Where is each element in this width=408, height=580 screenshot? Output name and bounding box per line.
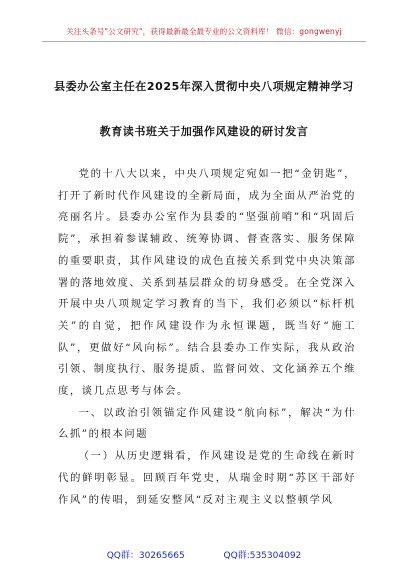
document-title-line-2: 教育读书班关于加强作风建设的研讨发言 — [99, 125, 309, 138]
footer-qq-group-1: QQ群：30265665 — [106, 551, 185, 561]
section-heading-1: 一、以政治引领锚定作风建设“航向标”，解决“为什么抓”的根本问题 — [58, 406, 356, 441]
document-title-line-1: 县委办公室主任在2025年深入贯彻中央八项规定精神学习 — [54, 80, 354, 93]
body-paragraph-intro: 党的十八大以来，中央八项规定宛如一把“金钥匙”，打开了新时代作风建设的全新局面，成为全面从严治党的亮丽名片。县委办公室作为县委的“坚强前哨”和“巩固后院”，承担着参谋辅政、统筹协调、督查落实、服务保障的重要职责，其作风建设的成色直接关系到党中央决策部署的落地效度、关系到基层群众的切身感受。在全党深入开展中央八项规定学习教育的当下，我们必须以“标杆机关”的自觉，把作风建设作为永恒课题，既当好“施工队”，更做好“风向标”。结合县委办工作实际，我从政治引领、制度执行、服务提质、监督问效、文化涵养五个维度，谈几点思考与体会。 — [58, 168, 356, 398]
header-divider — [42, 41, 366, 42]
footer-contact — [0, 548, 408, 561]
header-promo-text: 关注头条号"公文研究"，获得最新最全最专业的公文资料库！ 微信：gongwenyj — [66, 27, 342, 36]
document-body — [58, 164, 356, 511]
body-paragraph-1-1: （一）从历史逻辑看，作风建设是党的生命线在新时代的鲜明彰显。回顾百年党史，从瑞金时期“苏区干部好作风”的传唱，到延安整风“反对主观主义以整顿学风 — [58, 450, 356, 506]
footer-qq-group-2: QQ群:535304092 — [223, 551, 302, 561]
